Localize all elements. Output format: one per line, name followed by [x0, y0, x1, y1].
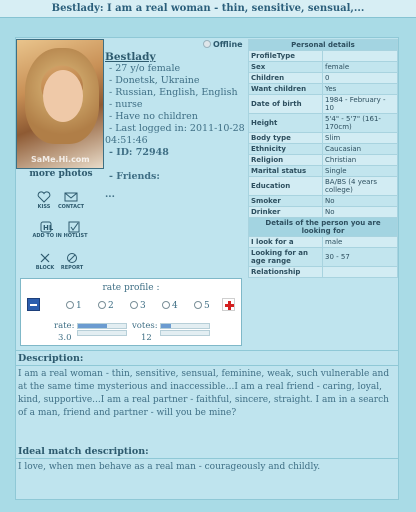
details-row: [249, 177, 398, 196]
photo-watermark: SaMe.Hi.com: [31, 155, 90, 164]
rate-label: rate:: [54, 321, 75, 331]
rate-down-button[interactable]: [27, 298, 40, 311]
details-row: [249, 166, 398, 177]
section-divider: [16, 350, 398, 351]
details-row: [249, 248, 398, 267]
rate-profile-title: rate profile :: [102, 283, 160, 293]
photo-face: [43, 70, 83, 122]
heart-icon: [37, 191, 51, 203]
profile-name-link[interactable]: Bestlady: [105, 51, 156, 63]
details-value: 5'4" - 5'7" (161-170cm): [323, 114, 398, 133]
details-row: [249, 73, 398, 84]
rate-option-2[interactable]: 2: [98, 301, 114, 311]
votes-value: 12: [141, 333, 152, 343]
kiss-label: KISS: [37, 204, 51, 210]
page-title-bar: Bestlady: I am a real woman - thin, sensitive, sensual,...: [0, 0, 416, 18]
checkbox-icon: [67, 221, 81, 233]
details-value: Caucasian: [323, 144, 398, 155]
details-value: Christian: [323, 155, 398, 166]
report-icon: [65, 252, 79, 264]
rate-up-button[interactable]: [222, 298, 235, 311]
details-row: [249, 207, 398, 218]
details-value: [323, 51, 398, 62]
contact-button[interactable]: [56, 191, 86, 210]
details-key: Children: [249, 73, 323, 84]
details-value: female: [323, 62, 398, 73]
description-text: I am a real woman - thin, sensitive, sensual, feminine, weak, such vulnerable and at the same time mysterious and inaccessible...I am a real friend - caring, loyal, kind, supportive...I am a real partner - faithful, sincere, straight. I am in a search of a man, friend and partner - will you be mine?: [18, 369, 390, 418]
details-value: Slim: [323, 133, 398, 144]
details-key: Drinker: [249, 207, 323, 218]
profile-id: [105, 147, 248, 159]
profile-last-time: 04:51:46: [105, 135, 148, 146]
rate-bar-track: [77, 330, 127, 336]
details-value: No: [323, 207, 398, 218]
details-row: [249, 51, 398, 62]
add-to-hotlist-button[interactable]: [26, 221, 94, 239]
details-row: [249, 84, 398, 95]
looking-for-header: Details of the person you are looking for: [249, 218, 398, 237]
profile-location: - Donetsk, Ukraine: [109, 75, 200, 86]
profile-summary: [105, 39, 248, 201]
rate-bar: [77, 323, 127, 329]
details-key: Ethnicity: [249, 144, 323, 155]
details-value: BA/BS (4 years college): [323, 177, 398, 196]
profile-id-value: 72948: [135, 147, 169, 158]
details-value: 0: [323, 73, 398, 84]
rate-option-5[interactable]: 5: [194, 301, 210, 311]
block-icon: [38, 252, 52, 264]
votes-bar-track: [160, 330, 210, 336]
details-row: [249, 133, 398, 144]
ideal-match-text: I love, when men behave as a real man - courageously and childly.: [18, 462, 321, 472]
profile-friends-value: ...: [105, 189, 115, 200]
rate-option-4[interactable]: 4: [162, 301, 178, 311]
details-row: [249, 114, 398, 133]
details-value: No: [323, 196, 398, 207]
profile-languages: - Russian, English, English: [109, 87, 238, 98]
rate-option-3[interactable]: 3: [130, 301, 146, 311]
details-key: Religion: [249, 155, 323, 166]
svg-text:HL: HL: [43, 224, 53, 232]
details-key: Date of birth: [249, 95, 323, 114]
profile-friends-label: - Friends:: [109, 171, 160, 182]
status-label: Offline: [213, 40, 243, 49]
rate-option-1[interactable]: 1: [66, 301, 82, 311]
report-label: REPORT: [60, 265, 84, 271]
more-photos-link[interactable]: more photos: [29, 169, 93, 179]
details-row: [249, 144, 398, 155]
details-key: Body type: [249, 133, 323, 144]
contact-label: CONTACT: [57, 204, 85, 210]
details-row: [249, 95, 398, 114]
hotlist-label: ADD TO IN HOTLIST: [32, 233, 88, 239]
details-key: ProfileType: [249, 51, 323, 62]
details-key: Want children: [249, 84, 323, 95]
ideal-match-title: Ideal match description:: [16, 445, 398, 459]
kiss-button[interactable]: [30, 191, 58, 210]
details-value: 30 - 57: [323, 248, 398, 267]
details-key: Smoker: [249, 196, 323, 207]
profile-age: - 27 y/o female: [109, 63, 181, 74]
details-key: Relationship: [249, 267, 323, 278]
details-value: male: [323, 237, 398, 248]
details-row: [249, 62, 398, 73]
report-button[interactable]: [56, 252, 88, 271]
profile-id-label: - ID:: [109, 147, 136, 158]
personal-details-header: Personal details: [249, 40, 398, 51]
details-key: Sex: [249, 62, 323, 73]
profile-occupation: - nurse: [109, 99, 143, 110]
details-row: [249, 155, 398, 166]
details-key: Marital status: [249, 166, 323, 177]
details-key: Height: [249, 114, 323, 133]
personal-details-table: [248, 39, 398, 278]
details-key: Education: [249, 177, 323, 196]
block-label: BLOCK: [35, 265, 55, 271]
description-title: Description:: [16, 352, 398, 366]
details-value: [323, 267, 398, 278]
votes-label: votes:: [132, 321, 158, 331]
profile-last-logged: - Last logged in: 2011-10-28: [109, 123, 245, 134]
details-key: Looking for an age range: [249, 248, 323, 267]
profile-photo[interactable]: [16, 39, 104, 169]
rate-value: 3.0: [58, 333, 72, 343]
profile-children: - Have no children: [109, 111, 198, 122]
envelope-icon: [64, 191, 78, 203]
details-value: Yes: [323, 84, 398, 95]
votes-bar: [160, 323, 210, 329]
details-row: [249, 267, 398, 278]
hotlist-icon: [39, 221, 53, 233]
rate-profile-box: [20, 278, 242, 346]
details-key: I look for a: [249, 237, 323, 248]
details-value: 1984 - February - 10: [323, 95, 398, 114]
details-value: Single: [323, 166, 398, 177]
details-row: [249, 237, 398, 248]
details-row: [249, 196, 398, 207]
